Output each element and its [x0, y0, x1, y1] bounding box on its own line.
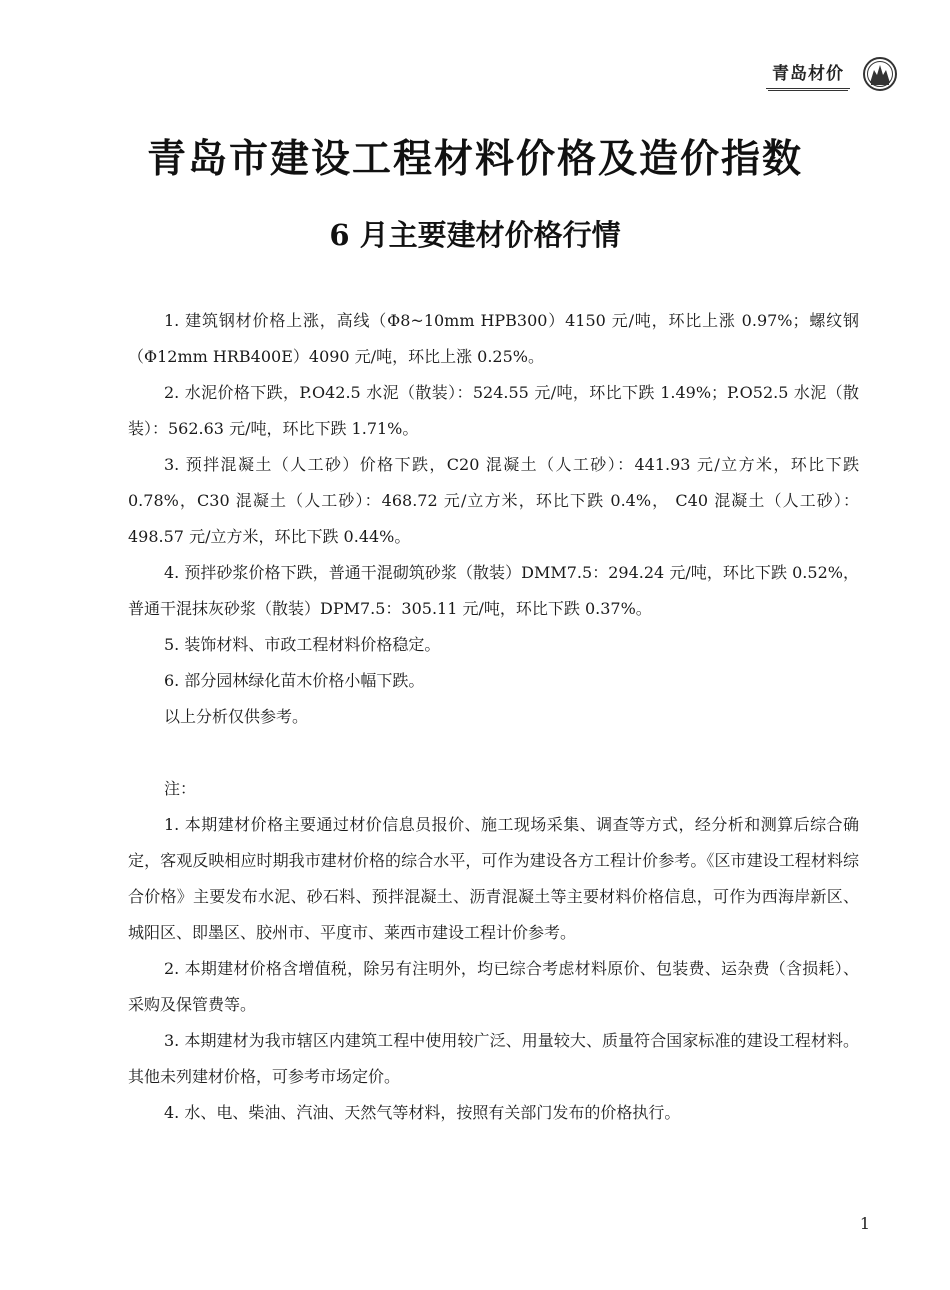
analysis-item: 1. 建筑钢材价格上涨，高线（Φ8~10mm HPB300）4150 元/吨，环比上涨 0.97%；螺纹钢（Φ12mm HRB400E）4090 元/吨，环比上涨 0.25%。	[128, 311, 859, 366]
page-title: 青岛市建设工程材料价格及造价指数	[146, 137, 803, 182]
article-body	[128, 303, 859, 1131]
analysis-item: 4. 预拌砂浆价格下跌，普通干混砌筑砂浆（散装）DMM7.5：294.24 元/吨，环比下跌 0.52%，普通干混抹灰砂浆（散装）DPM7.5：305.11 元/吨，环比下跌 0.37%。	[128, 563, 859, 618]
note-item: 4. 水、电、柴油、汽油、天然气等材料，按照有关部门发布的价格执行。	[164, 1103, 681, 1122]
page-number: 1	[859, 1214, 870, 1233]
note-item: 3. 本期建材为我市辖区内建筑工程中使用较广泛、用量较大、质量符合国家标准的建设工程材料。其他未列建材价格，可参考市场定价。	[128, 1031, 859, 1086]
publication-logo-icon	[862, 56, 898, 92]
running-header	[766, 56, 898, 92]
note-item: 2. 本期建材价格含增值税，除另有注明外，均已综合考虑材料原价、包装费、运杂费（含损耗）、采购及保管费等。	[128, 959, 859, 1014]
note-item: 1. 本期建材价格主要通过材价信息员报价、施工现场采集、调查等方式，经分析和测算后综合确定，客观反映相应时期我市建材价格的综合水平，可作为建设各方工程计价参考。《区市建设工程材料综合价格》主要发布水泥、砂石料、预拌混凝土、沥青混凝土等主要材料价格信息，可作为西海岸新区、城阳区、即墨区、胶州市、平度市、莱西市建设工程计价参考。	[128, 815, 859, 942]
analysis-item: 5. 装饰材料、市政工程材料价格稳定。	[164, 635, 441, 654]
page-subtitle: 6 月主要建材价格行情	[329, 218, 621, 252]
notes-label: 注：	[164, 779, 197, 798]
paragraph-spacer	[128, 735, 859, 771]
analysis-item: 2. 水泥价格下跌，P.O42.5 水泥（散装）：524.55 元/吨，环比下跌 1.49%；P.O52.5 水泥（散装）：562.63 元/吨，环比下跌 1.71%。	[128, 383, 859, 438]
analysis-item: 3. 预拌混凝土（人工砂）价格下跌，C20 混凝土（人工砂）：441.93 元/立方米，环比下跌 0.78%，C30 混凝土（人工砂）：468.72 元/立方米，环比下跌 0.4%， C40 混凝土（人工砂）：498.57 元/立方米，环比下跌 0.44%。	[128, 455, 859, 546]
analysis-disclaimer: 以上分析仅供参考。	[164, 707, 309, 726]
section-name: 青岛材价	[766, 59, 850, 89]
analysis-item: 6. 部分园林绿化苗木价格小幅下跌。	[164, 671, 425, 690]
